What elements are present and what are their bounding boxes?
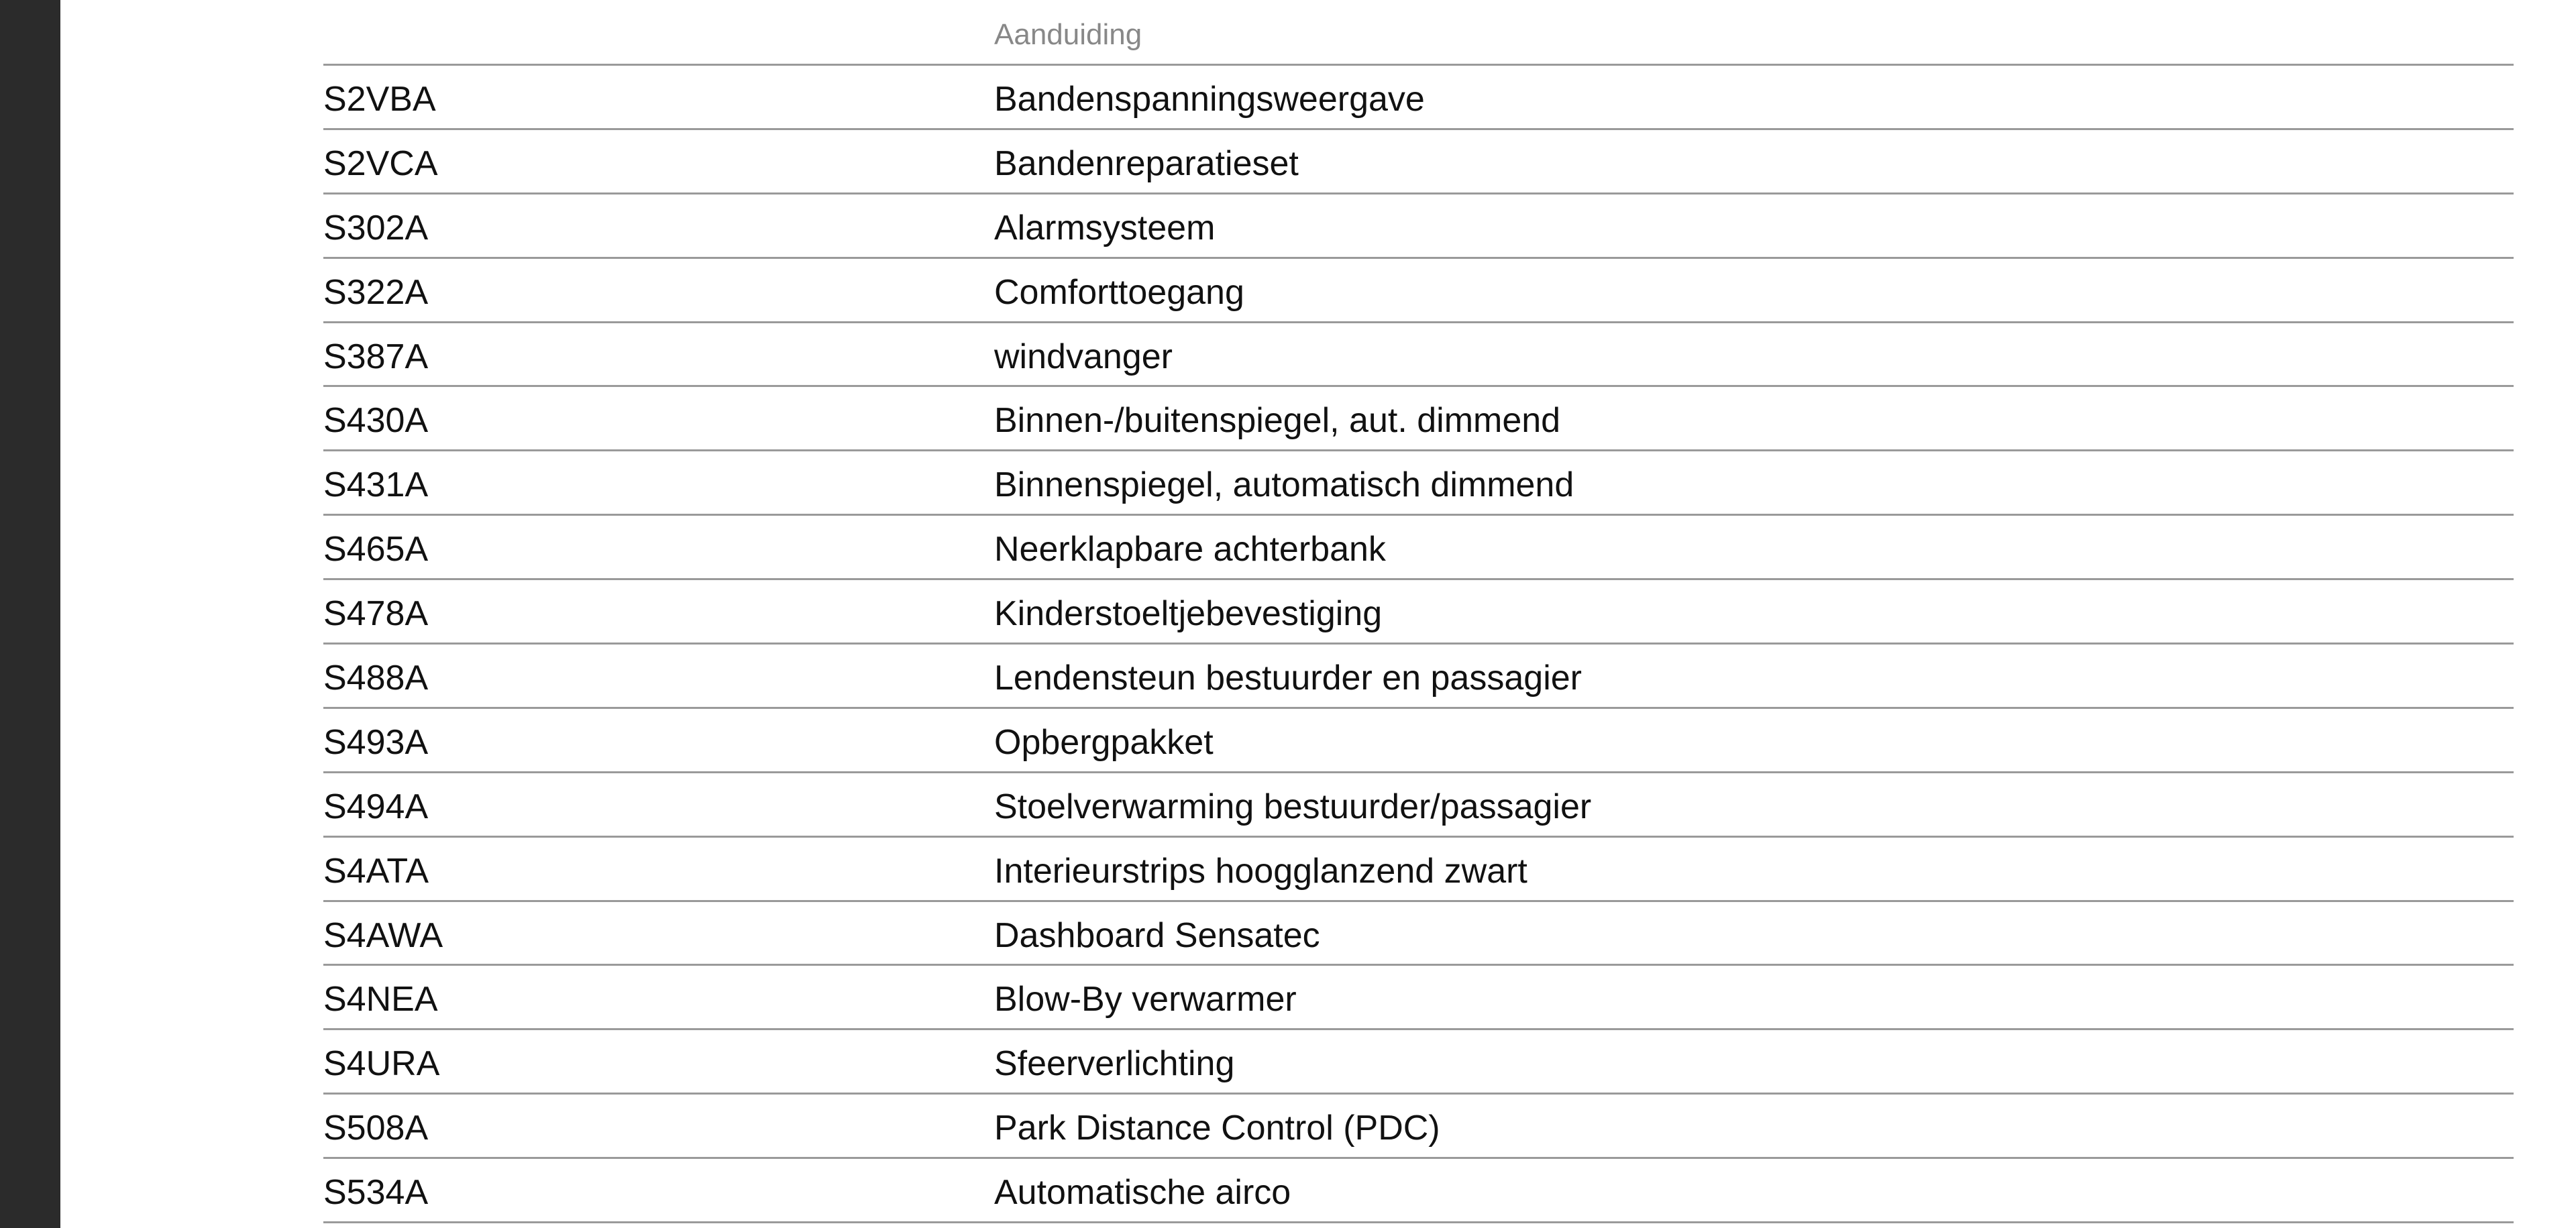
option-description: Kinderstoeltjebevestiging	[994, 594, 1383, 634]
option-code: S508A	[323, 1109, 429, 1148]
table-row	[323, 259, 2514, 323]
option-description: Bandenreparatieset	[994, 144, 1299, 183]
table-row	[323, 1030, 2514, 1095]
table-row	[323, 1159, 2514, 1223]
table-row	[323, 773, 2514, 838]
option-code: S387A	[323, 337, 429, 376]
option-code: S322A	[323, 272, 429, 312]
option-description: Park Distance Control (PDC)	[994, 1109, 1440, 1148]
table-row	[323, 66, 2514, 130]
option-code: S430A	[323, 401, 429, 441]
table-row	[323, 580, 2514, 645]
table-row	[323, 387, 2514, 451]
left-dark-gutter	[0, 0, 60, 1228]
option-description: Automatische airco	[994, 1173, 1291, 1213]
option-code: S2VBA	[323, 80, 436, 119]
table-row	[323, 966, 2514, 1030]
option-description: Alarmsysteem	[994, 208, 1216, 247]
option-description: Binnenspiegel, automatisch dimmend	[994, 465, 1574, 505]
table-header-row	[323, 0, 2514, 66]
option-description: Bandenspanningsweergave	[994, 80, 1425, 119]
option-code: S4URA	[323, 1044, 440, 1084]
table-row	[323, 1095, 2514, 1159]
table-row	[323, 516, 2514, 580]
option-description: Comforttoegang	[994, 272, 1244, 312]
header-description: Aanduiding	[994, 18, 1142, 51]
option-code: S488A	[323, 659, 429, 698]
option-description: Interieurstrips hoogglanzend zwart	[994, 851, 1527, 891]
option-description: Sfeerverlichting	[994, 1044, 1235, 1084]
table-row	[323, 838, 2514, 902]
option-description: Opbergpakket	[994, 722, 1214, 762]
option-code: S2VCA	[323, 144, 438, 183]
table-row	[323, 130, 2514, 194]
option-description: Lendensteun bestuurder en passagier	[994, 659, 1582, 698]
option-code: S4NEA	[323, 980, 438, 1019]
option-code: S4AWA	[323, 915, 443, 955]
option-code: S302A	[323, 208, 429, 247]
option-code: S465A	[323, 530, 429, 569]
option-description: windvanger	[994, 337, 1173, 376]
option-description: Binnen-/buitenspiegel, aut. dimmend	[994, 401, 1561, 441]
option-code: S493A	[323, 722, 429, 762]
table-row	[323, 194, 2514, 259]
table-row	[323, 902, 2514, 966]
option-description: Dashboard Sensatec	[994, 915, 1320, 955]
option-code: S478A	[323, 594, 429, 634]
option-description: Stoelverwarming bestuurder/passagier	[994, 787, 1592, 826]
option-code: S534A	[323, 1173, 429, 1213]
table-row	[323, 323, 2514, 388]
option-code: S431A	[323, 465, 429, 505]
table-row	[323, 451, 2514, 516]
option-description: Blow-By verwarmer	[994, 980, 1297, 1019]
option-code: S4ATA	[323, 851, 429, 891]
table-row	[323, 709, 2514, 773]
option-description: Neerklapbare achterbank	[994, 530, 1386, 569]
options-table	[323, 0, 2514, 1223]
table-row	[323, 645, 2514, 709]
option-code: S494A	[323, 787, 429, 826]
